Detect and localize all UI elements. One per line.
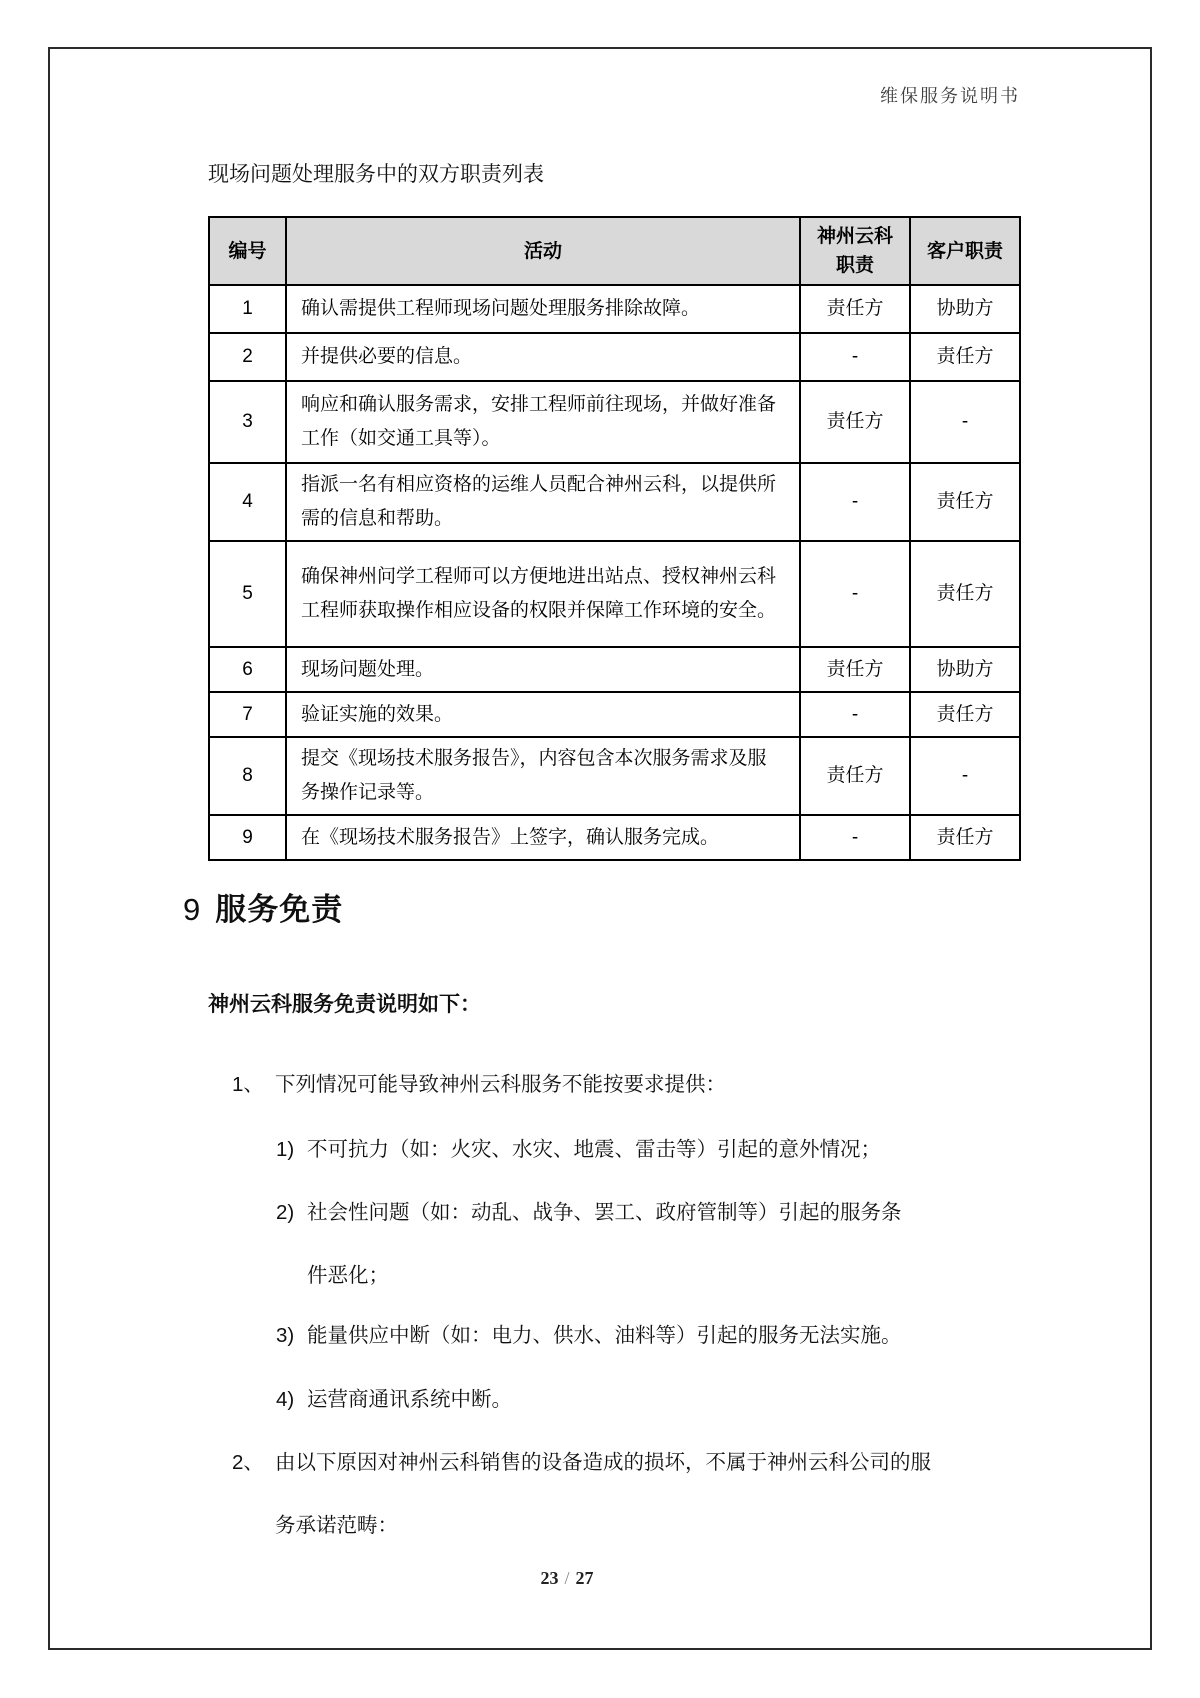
header-vendor-line1: 神州云科 [816,226,893,247]
list-item-text: 不可抗力（如：火灾、水灾、地震、雷击等）引起的意外情况； [307,1138,881,1161]
page-number-separator: / [564,1568,570,1588]
list-item-text: 社会性问题（如：动乱、战争、罢工、政府管制等）引起的服务条件恶化； [307,1201,902,1287]
table-row [209,692,1020,737]
cell-customer: 协助方 [910,285,1020,333]
table-row [209,285,1020,333]
cell-vendor: - [800,692,910,737]
cell-number: 5 [209,541,286,647]
cell-customer: 责任方 [910,692,1020,737]
list-subitem [276,1118,881,1181]
cell-number: 9 [209,815,286,860]
table-row [209,647,1020,692]
section-title: 服务免责 [215,892,344,927]
list-subitem [276,1368,512,1431]
list-subitem [276,1181,919,1307]
list-item-number: 3) [276,1324,295,1347]
cell-number: 4 [209,463,286,541]
cell-customer: - [910,381,1020,463]
cell-number: 3 [209,381,286,463]
header-number: 编号 [209,217,286,285]
cell-number: 2 [209,333,286,381]
table-caption: 现场问题处理服务中的双方职责列表 [208,163,544,186]
cell-activity: 响应和确认服务需求，安排工程师前往现场，并做好准备工作（如交通工具等）。 [286,381,800,463]
cell-vendor: 责任方 [800,285,910,333]
cell-customer: 责任方 [910,463,1020,541]
table-header-row [209,217,1020,285]
cell-activity: 现场问题处理。 [286,647,800,692]
list-item-text: 下列情况可能导致神州云科服务不能按要求提供： [275,1073,726,1096]
cell-vendor: 责任方 [800,381,910,463]
cell-activity: 并提供必要的信息。 [286,333,800,381]
header-vendor-duty [800,217,910,285]
list-item-number: 2) [276,1201,295,1224]
cell-activity: 确认需提供工程师现场问题处理服务排除故障。 [286,285,800,333]
cell-customer: 责任方 [910,815,1020,860]
list-item-number: 1) [276,1138,295,1161]
cell-activity: 提交《现场技术服务报告》，内容包含本次服务需求及服务操作记录等。 [286,737,800,815]
table-row [209,541,1020,647]
list-subitem [276,1304,902,1367]
list-item-number: 1、 [232,1073,264,1096]
header-customer-duty: 客户职责 [910,217,1020,285]
table-row [209,381,1020,463]
responsibility-table [208,216,1021,861]
list-item-text: 由以下原因对神州云科销售的设备造成的损坏，不属于神州云科公司的服务承诺范畴： [275,1451,931,1537]
cell-customer: 责任方 [910,333,1020,381]
page-number-current: 23 [540,1568,559,1588]
list-item-text: 运营商通讯系统中断。 [307,1388,512,1411]
list-item [232,1053,726,1116]
list-item [232,1431,947,1557]
page-number-total: 27 [575,1568,594,1588]
cell-vendor: - [800,815,910,860]
cell-number: 7 [209,692,286,737]
cell-number: 8 [209,737,286,815]
cell-number: 1 [209,285,286,333]
table-row [209,815,1020,860]
table-row [209,737,1020,815]
cell-customer: 协助方 [910,647,1020,692]
cell-customer: 责任方 [910,541,1020,647]
header-vendor-line2: 职责 [835,255,874,276]
table-row [209,463,1020,541]
cell-customer: - [910,737,1020,815]
section-heading [183,884,343,929]
cell-number: 6 [209,647,286,692]
cell-activity: 确保神州问学工程师可以方便地进出站点、授权神州云科工程师获取操作相应设备的权限并保障工作环境的安全。 [286,541,800,647]
cell-vendor: - [800,463,910,541]
header-activity: 活动 [286,217,800,285]
cell-vendor: - [800,333,910,381]
cell-vendor: - [800,541,910,647]
list-item-number: 4) [276,1388,295,1411]
cell-vendor: 责任方 [800,647,910,692]
cell-activity: 验证实施的效果。 [286,692,800,737]
cell-activity: 在《现场技术服务报告》上签字，确认服务完成。 [286,815,800,860]
list-item-number: 2、 [232,1451,264,1474]
cell-vendor: 责任方 [800,737,910,815]
page-footer [0,1568,1134,1589]
disclaimer-lead: 神州云科服务免责说明如下： [208,993,481,1016]
section-number: 9 [183,892,201,927]
cell-activity: 指派一名有相应资格的运维人员配合神州云科，以提供所需的信息和帮助。 [286,463,800,541]
document-header-title: 维保服务说明书 [880,86,1020,106]
table-row [209,333,1020,381]
list-item-text: 能量供应中断（如：电力、供水、油料等）引起的服务无法实施。 [307,1324,902,1347]
